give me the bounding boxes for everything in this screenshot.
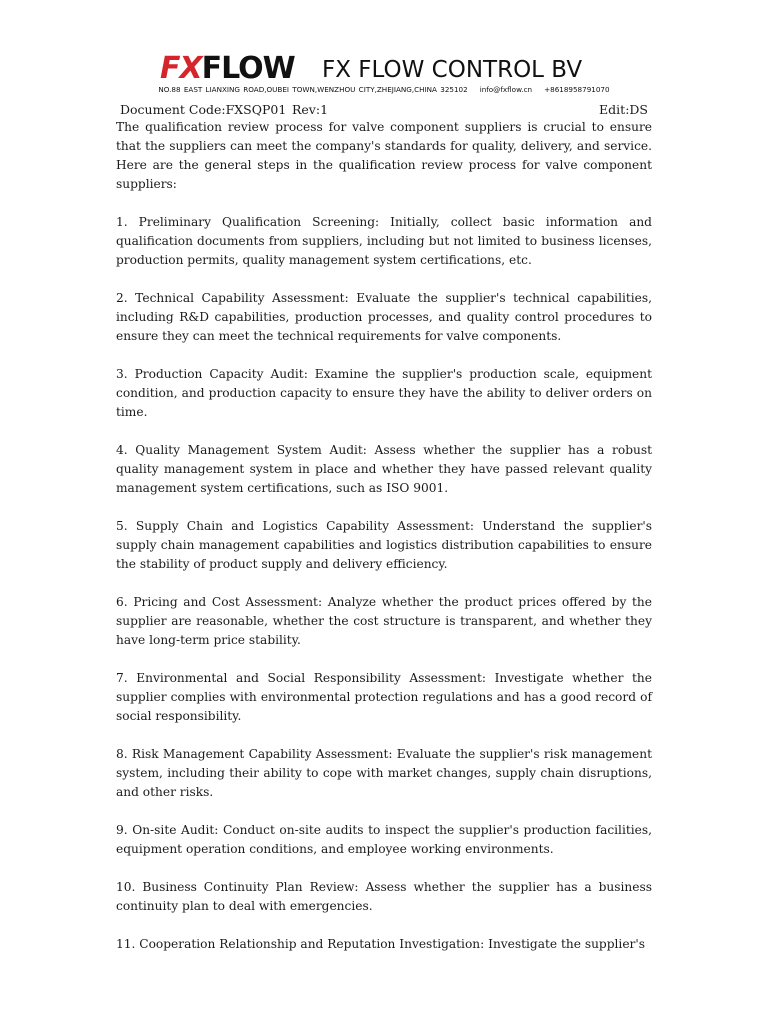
document-body (116, 118, 652, 973)
fxflow-logo: FXFLOW (160, 51, 295, 86)
intro-paragraph: The qualification review process for valve component suppliers is crucial to ensure that the suppliers can meet the company's standards for quality, delivery, and service. Here are the general steps in the qualification review process for valve component suppliers: (116, 120, 652, 191)
step-paragraph: 2. Technical Capability Assessment: Evaluate the supplier's technical capabilities, including R&D capabilities, production processes, and quality control procedures to ensure they can meet the technical requirements for valve components. (116, 291, 652, 343)
company-email: info@fxflow.cn (479, 85, 533, 94)
document-code: Document Code:FXSQP01 (120, 102, 287, 117)
company-name: FX FLOW CONTROL BV (322, 57, 583, 83)
company-address: NO.88 EAST LIANXING ROAD,OUBEI TOWN,WENZHOU CITY,ZHEJIANG,CHINA 325102 (158, 85, 468, 94)
step-paragraph: 11. Cooperation Relationship and Reputation Investigation: Investigate the supplier's (116, 937, 645, 951)
document-meta (120, 101, 648, 119)
step-paragraph: 8. Risk Management Capability Assessment: Evaluate the supplier's risk management system, including their ability to cope with market changes, supply chain disruptions, and other risks. (116, 747, 652, 799)
step-paragraph: 10. Business Continuity Plan Review: Assess whether the supplier has a business continuity plan to deal with emergencies. (116, 880, 652, 913)
step-paragraph: 3. Production Capacity Audit: Examine the supplier's production scale, equipment condition, and production capacity to ensure they have the ability to deliver orders on time. (116, 367, 652, 419)
step-paragraph: 6. Pricing and Cost Assessment: Analyze whether the product prices offered by the supplier are reasonable, whether the cost structure is transparent, and whether they have long-term price stability. (116, 595, 652, 647)
edit-by: Edit:DS (599, 102, 648, 117)
step-paragraph: 1. Preliminary Qualification Screening: Initially, collect basic information and qualification documents from suppliers, including but not limited to business licenses, production permits, quality management system certifications, etc. (116, 215, 652, 267)
revision: Rev:1 (292, 102, 329, 117)
step-paragraph: 9. On-site Audit: Conduct on-site audits to inspect the supplier's production facilities, equipment operation conditions, and employee working environments. (116, 823, 652, 856)
contact-line (0, 85, 768, 94)
company-phone: +8618958791070 (544, 85, 610, 94)
step-paragraph: 7. Environmental and Social Responsibility Assessment: Investigate whether the supplier complies with environmental protection regulations and has a good record of social responsibility. (116, 671, 652, 723)
step-paragraph: 4. Quality Management System Audit: Assess whether the supplier has a robust quality management system in place and whether they have passed relevant quality management system certifications, such as ISO 9001. (116, 443, 652, 495)
step-paragraph: 5. Supply Chain and Logistics Capability Assessment: Understand the supplier's supply chain management capabilities and logistics distribution capabilities to ensure the stability of product supply and delivery efficiency. (116, 519, 652, 571)
